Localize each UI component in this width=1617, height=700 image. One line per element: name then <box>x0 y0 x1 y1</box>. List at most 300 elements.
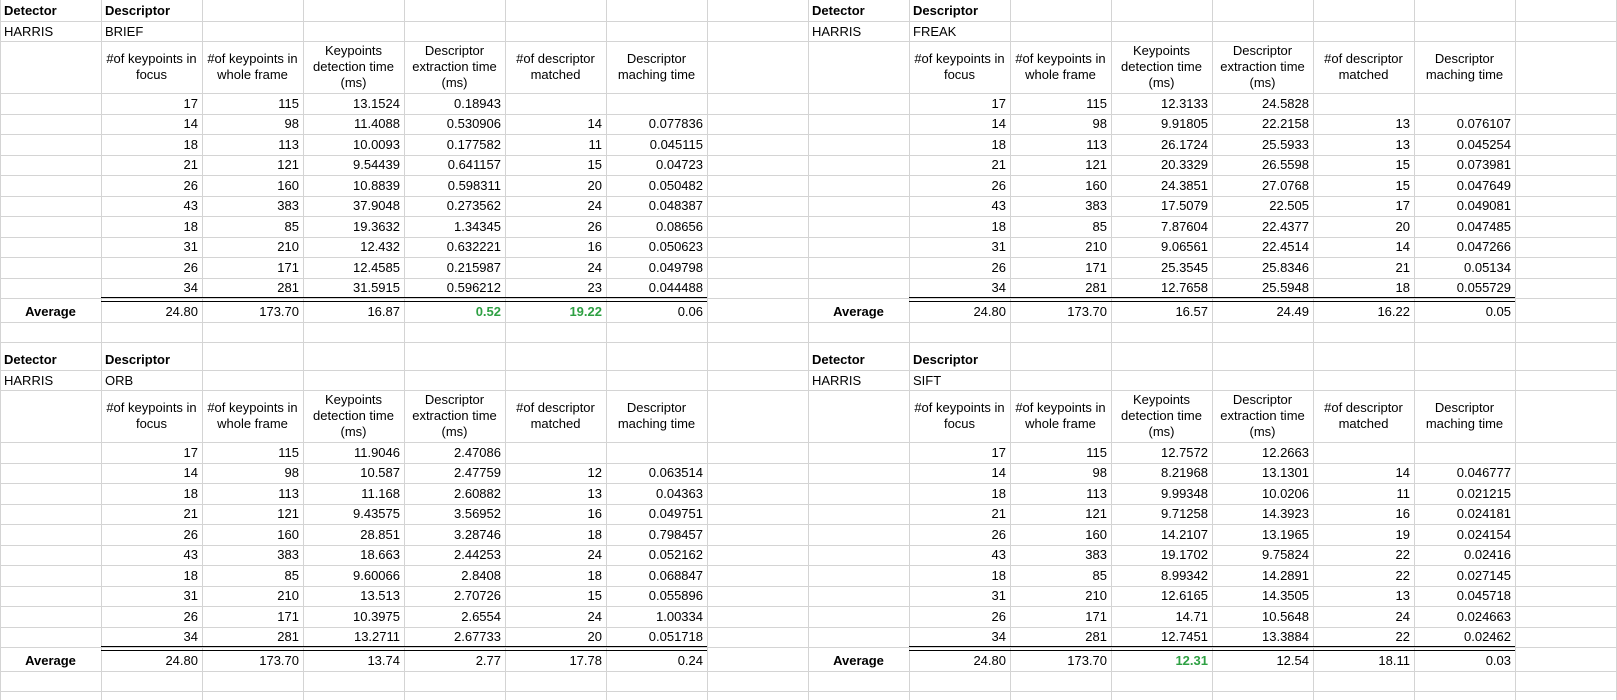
column-header[interactable]: Descriptor maching time <box>1425 51 1504 82</box>
data-cell[interactable]: 0.632221 <box>446 239 501 255</box>
data-cell[interactable]: 18 <box>587 567 602 583</box>
data-cell[interactable]: 17 <box>183 444 198 460</box>
data-cell[interactable]: 383 <box>1085 198 1107 214</box>
data-cell[interactable]: 34 <box>183 629 198 645</box>
data-cell[interactable]: 0.068847 <box>648 567 703 583</box>
average-cell[interactable]: 16.22 <box>1377 303 1410 319</box>
data-cell[interactable]: 26 <box>991 259 1006 275</box>
data-cell[interactable]: 24 <box>587 198 602 214</box>
data-cell[interactable]: 121 <box>1085 157 1107 173</box>
data-cell[interactable]: 0.045718 <box>1456 588 1511 604</box>
data-cell[interactable]: 26 <box>183 608 198 624</box>
data-cell[interactable]: 12.7658 <box>1161 280 1208 296</box>
data-cell[interactable]: 3.56952 <box>454 506 501 522</box>
data-cell[interactable]: 0.04363 <box>656 485 703 501</box>
column-header[interactable]: Descriptor maching time <box>617 400 696 431</box>
data-cell[interactable]: 15 <box>1395 157 1410 173</box>
column-header[interactable]: Descriptor extraction time (ms) <box>412 392 497 439</box>
data-cell[interactable]: 0.051718 <box>648 629 703 645</box>
data-cell[interactable]: 0.798457 <box>648 526 703 542</box>
data-cell[interactable]: 19 <box>1395 526 1410 542</box>
average-label: Average <box>25 652 76 668</box>
data-cell[interactable]: 31.5915 <box>353 280 400 296</box>
data-cell[interactable]: 115 <box>1086 444 1107 460</box>
data-cell[interactable]: 9.54439 <box>353 157 400 173</box>
average-cell[interactable]: 0.24 <box>677 652 703 668</box>
data-cell[interactable]: 98 <box>284 465 299 481</box>
data-cell[interactable]: 24 <box>1395 608 1410 624</box>
data-cell[interactable]: 15 <box>587 157 602 173</box>
data-cell[interactable]: 0.215987 <box>446 259 501 275</box>
data-cell[interactable]: 18 <box>183 485 198 501</box>
data-cell[interactable]: 7.87604 <box>1161 218 1208 234</box>
grid-line-horizontal <box>808 342 1616 343</box>
data-cell[interactable]: 171 <box>277 259 299 275</box>
data-cell[interactable]: 18 <box>587 526 602 542</box>
detector-name[interactable]: HARRIS <box>812 23 862 39</box>
data-cell[interactable]: 18 <box>183 567 198 583</box>
data-cell[interactable]: 14 <box>183 116 198 132</box>
data-cell[interactable]: 31 <box>183 588 198 604</box>
data-cell[interactable]: 43 <box>183 547 198 563</box>
column-header[interactable]: #of keypoints in whole frame <box>207 400 298 431</box>
data-cell[interactable]: 18 <box>183 136 198 152</box>
data-cell[interactable]: 26.1724 <box>1161 136 1208 152</box>
column-header[interactable]: #of keypoints in focus <box>914 400 1005 431</box>
data-cell[interactable]: 13 <box>1395 136 1410 152</box>
data-cell[interactable]: 210 <box>1085 239 1107 255</box>
data-cell[interactable]: 0.045115 <box>649 136 703 152</box>
data-cell[interactable]: 26 <box>183 526 198 542</box>
data-cell[interactable]: 0.044488 <box>648 280 703 296</box>
data-cell[interactable]: 18 <box>991 567 1006 583</box>
data-cell[interactable]: 11.9046 <box>353 444 400 460</box>
data-cell[interactable]: 13.3884 <box>1262 629 1309 645</box>
data-cell[interactable]: 26.5598 <box>1262 157 1309 173</box>
data-cell[interactable]: 14.2891 <box>1262 567 1309 583</box>
data-cell[interactable]: 16 <box>587 506 602 522</box>
data-cell[interactable] <box>505 93 606 114</box>
data-cell[interactable]: 20.3329 <box>1161 157 1208 173</box>
data-cell[interactable]: 0.273562 <box>446 198 501 214</box>
data-cell[interactable]: 2.60882 <box>454 485 501 501</box>
average-cell[interactable]: 24.80 <box>973 303 1006 319</box>
data-cell[interactable]: 14 <box>1395 465 1410 481</box>
data-cell[interactable]: 85 <box>284 567 299 583</box>
column-header[interactable]: #of keypoints in focus <box>106 400 197 431</box>
data-cell[interactable]: 18 <box>183 218 198 234</box>
column-header[interactable]: #of keypoints in whole frame <box>1015 51 1106 82</box>
data-cell[interactable]: 0.047485 <box>1456 218 1511 234</box>
column-header[interactable]: Descriptor maching time <box>1425 400 1504 431</box>
data-cell[interactable]: 160 <box>277 177 299 193</box>
data-cell[interactable]: 2.44253 <box>454 547 501 563</box>
data-cell[interactable]: 19.3632 <box>353 218 400 234</box>
data-cell[interactable]: 24 <box>587 547 602 563</box>
data-cell[interactable]: 2.47759 <box>454 465 501 481</box>
data-cell[interactable]: 210 <box>277 588 299 604</box>
average-cell[interactable]: 0.05 <box>1485 303 1511 319</box>
data-cell[interactable]: 13.513 <box>360 588 400 604</box>
data-cell[interactable]: 281 <box>1085 280 1107 296</box>
data-cell[interactable]: 171 <box>277 608 299 624</box>
data-cell[interactable]: 37.9048 <box>353 198 400 214</box>
data-cell[interactable]: 21 <box>1395 259 1410 275</box>
data-cell[interactable]: 281 <box>277 280 299 296</box>
average-cell[interactable]: 24.80 <box>165 303 198 319</box>
data-cell[interactable]: 26 <box>991 526 1006 542</box>
data-cell[interactable]: 12 <box>587 465 602 481</box>
average-cell[interactable]: 173.70 <box>1067 652 1107 668</box>
data-cell[interactable]: 113 <box>278 485 299 501</box>
data-cell[interactable]: 0.08656 <box>656 218 703 234</box>
data-cell[interactable]: 9.60066 <box>353 567 400 583</box>
data-cell[interactable]: 1.00334 <box>656 608 703 624</box>
data-cell[interactable]: 20 <box>587 629 602 645</box>
data-cell[interactable]: 9.43575 <box>353 506 400 522</box>
data-cell[interactable]: 21 <box>183 506 198 522</box>
data-cell[interactable]: 28.851 <box>360 526 400 542</box>
data-cell[interactable]: 0.046777 <box>1456 465 1511 481</box>
detector-name[interactable]: HARRIS <box>812 372 862 388</box>
data-cell[interactable]: 31 <box>991 239 1006 255</box>
data-cell[interactable]: 0.05134 <box>1464 259 1511 275</box>
data-cell[interactable]: 26 <box>991 608 1006 624</box>
data-cell[interactable]: 43 <box>183 198 198 214</box>
data-cell[interactable]: 26 <box>183 259 198 275</box>
data-cell[interactable]: 85 <box>1092 567 1107 583</box>
descriptor-name[interactable]: ORB <box>105 372 134 388</box>
data-cell[interactable]: 8.99342 <box>1161 567 1208 583</box>
data-cell[interactable]: 31 <box>991 588 1006 604</box>
data-cell[interactable]: 3.28746 <box>454 526 501 542</box>
average-cell[interactable]: 0.03 <box>1485 652 1511 668</box>
data-cell[interactable]: 19.1702 <box>1161 547 1208 563</box>
data-cell[interactable]: 98 <box>284 116 299 132</box>
data-cell[interactable]: 26 <box>587 218 602 234</box>
data-cell[interactable]: 11.4088 <box>353 116 400 132</box>
data-cell[interactable]: 121 <box>1085 506 1107 522</box>
data-cell[interactable]: 21 <box>183 157 198 173</box>
data-cell[interactable]: 9.91805 <box>1161 116 1208 132</box>
data-cell[interactable]: 14.3505 <box>1262 588 1309 604</box>
average-cell[interactable]: 17.78 <box>569 652 602 668</box>
data-cell[interactable]: 0.073981 <box>1456 157 1511 173</box>
column-header[interactable]: Descriptor extraction time (ms) <box>1220 392 1305 439</box>
data-cell[interactable]: 171 <box>1085 259 1107 275</box>
data-cell[interactable]: 10.587 <box>360 465 400 481</box>
data-cell[interactable]: 17 <box>1395 198 1410 214</box>
average-cell[interactable]: 2.77 <box>475 652 501 668</box>
average-cell[interactable]: 173.70 <box>1067 303 1107 319</box>
data-cell[interactable]: 11 <box>1396 485 1410 501</box>
data-cell[interactable]: 160 <box>1085 526 1107 542</box>
data-cell[interactable]: 281 <box>277 629 299 645</box>
data-cell[interactable]: 22.505 <box>1269 198 1309 214</box>
data-cell[interactable] <box>1313 442 1414 463</box>
data-cell[interactable]: 0.049081 <box>1456 198 1511 214</box>
data-cell[interactable]: 16 <box>587 239 602 255</box>
data-cell[interactable]: 23 <box>587 280 602 296</box>
data-cell[interactable]: 12.432 <box>360 239 400 255</box>
data-cell[interactable]: 9.06561 <box>1161 239 1208 255</box>
data-cell[interactable]: 0.045254 <box>1456 136 1511 152</box>
data-cell[interactable]: 113 <box>1086 136 1107 152</box>
data-cell[interactable] <box>505 442 606 463</box>
data-cell[interactable]: 98 <box>1092 465 1107 481</box>
data-cell[interactable]: 12.3133 <box>1161 95 1208 111</box>
data-cell[interactable]: 14 <box>991 465 1006 481</box>
detector-name[interactable]: HARRIS <box>4 23 54 39</box>
column-header[interactable]: #of keypoints in focus <box>914 51 1005 82</box>
data-cell[interactable]: 14 <box>991 116 1006 132</box>
data-cell[interactable] <box>1414 442 1515 463</box>
data-cell[interactable]: 0.047266 <box>1456 239 1511 255</box>
data-cell[interactable]: 0.048387 <box>648 198 703 214</box>
data-cell[interactable]: 210 <box>1085 588 1107 604</box>
data-cell[interactable]: 383 <box>277 547 299 563</box>
data-cell[interactable]: 2.8408 <box>461 567 501 583</box>
data-cell[interactable]: 43 <box>991 547 1006 563</box>
data-cell[interactable]: 14 <box>587 116 602 132</box>
data-cell[interactable]: 0.530906 <box>446 116 501 132</box>
data-cell[interactable]: 17 <box>991 444 1006 460</box>
data-cell[interactable]: 12.6165 <box>1161 588 1208 604</box>
data-cell[interactable]: 26 <box>991 177 1006 193</box>
data-cell[interactable]: 17 <box>183 95 198 111</box>
data-cell[interactable]: 12.4585 <box>353 259 400 275</box>
data-cell[interactable]: 22 <box>1395 547 1410 563</box>
data-cell[interactable]: 0.024181 <box>1456 506 1511 522</box>
data-cell[interactable]: 85 <box>1092 218 1107 234</box>
data-cell[interactable]: 171 <box>1085 608 1107 624</box>
average-cell[interactable]: 18.11 <box>1378 652 1410 668</box>
data-cell[interactable]: 98 <box>1092 116 1107 132</box>
data-cell[interactable]: 24 <box>587 259 602 275</box>
data-cell[interactable]: 22 <box>1395 629 1410 645</box>
column-header[interactable]: Keypoints detection time (ms) <box>1121 43 1202 90</box>
data-cell[interactable]: 0.18943 <box>454 95 501 111</box>
average-cell[interactable]: 19.22 <box>569 303 602 319</box>
data-cell[interactable]: 9.75824 <box>1262 547 1309 563</box>
data-cell[interactable]: 9.71258 <box>1161 506 1208 522</box>
descriptor-header: Descriptor <box>913 3 979 18</box>
data-cell[interactable]: 11.168 <box>361 485 400 501</box>
column-header[interactable]: #of keypoints in whole frame <box>1015 400 1106 431</box>
data-cell[interactable]: 1.34345 <box>454 218 501 234</box>
data-cell[interactable]: 0.055729 <box>1456 280 1511 296</box>
data-cell[interactable]: 10.8839 <box>353 177 400 193</box>
data-cell[interactable]: 27.0768 <box>1262 177 1309 193</box>
data-cell[interactable]: 20 <box>587 177 602 193</box>
data-cell[interactable]: 12.7451 <box>1161 629 1208 645</box>
data-cell[interactable]: 0.076107 <box>1456 116 1511 132</box>
average-cell[interactable]: 13.74 <box>367 652 400 668</box>
data-cell[interactable]: 18 <box>991 136 1006 152</box>
column-header[interactable]: #of descriptor matched <box>516 400 595 431</box>
data-cell[interactable]: 21 <box>991 157 1006 173</box>
column-header[interactable]: Keypoints detection time (ms) <box>313 43 394 90</box>
data-cell[interactable]: 0.177582 <box>446 136 501 152</box>
data-cell[interactable]: 0.641157 <box>447 157 501 173</box>
data-cell[interactable]: 18 <box>1395 280 1410 296</box>
data-cell[interactable]: 22 <box>1395 567 1410 583</box>
data-cell[interactable]: 113 <box>1086 485 1107 501</box>
average-cell[interactable]: 173.70 <box>259 303 299 319</box>
data-cell[interactable]: 0.598311 <box>447 177 501 193</box>
column-header[interactable]: #of descriptor matched <box>1324 400 1403 431</box>
data-cell[interactable]: 22.4377 <box>1262 218 1309 234</box>
data-cell[interactable]: 13.1301 <box>1262 465 1309 481</box>
data-cell[interactable]: 17.5079 <box>1161 198 1208 214</box>
average-cell[interactable]: 16.57 <box>1175 303 1208 319</box>
column-header[interactable]: Descriptor extraction time (ms) <box>412 43 497 90</box>
column-header[interactable]: #of descriptor matched <box>516 51 595 82</box>
data-cell[interactable]: 21 <box>991 506 1006 522</box>
data-cell[interactable]: 281 <box>1085 629 1107 645</box>
average-cell[interactable]: 24.80 <box>165 652 198 668</box>
data-cell[interactable]: 10.0093 <box>353 136 400 152</box>
data-cell[interactable]: 14 <box>183 465 198 481</box>
data-cell[interactable]: 121 <box>277 506 299 522</box>
average-cell[interactable]: 0.52 <box>475 303 501 319</box>
average-cell[interactable]: 0.06 <box>677 303 703 319</box>
data-cell[interactable]: 25.3545 <box>1161 259 1208 275</box>
average-cell[interactable]: 12.31 <box>1175 652 1208 668</box>
data-cell[interactable]: 0.049751 <box>648 506 703 522</box>
column-header[interactable]: #of keypoints in focus <box>106 51 197 82</box>
data-cell[interactable]: 0.04723 <box>656 157 703 173</box>
data-cell[interactable]: 34 <box>991 629 1006 645</box>
column-header[interactable]: #of keypoints in whole frame <box>207 51 298 82</box>
data-cell[interactable]: 0.055896 <box>648 588 703 604</box>
data-cell[interactable]: 25.8346 <box>1262 259 1309 275</box>
column-header[interactable]: Keypoints detection time (ms) <box>1121 392 1202 439</box>
data-cell[interactable]: 115 <box>278 95 299 111</box>
data-cell[interactable] <box>606 93 707 114</box>
data-cell[interactable]: 24.5828 <box>1262 95 1309 111</box>
data-cell[interactable]: 0.02416 <box>1464 547 1511 563</box>
data-cell[interactable]: 18.663 <box>360 547 400 563</box>
data-cell[interactable]: 34 <box>183 280 198 296</box>
average-cell[interactable]: 24.49 <box>1276 303 1309 319</box>
data-cell[interactable]: 0.047649 <box>1456 177 1511 193</box>
data-cell[interactable]: 0.050482 <box>648 177 703 193</box>
data-cell[interactable]: 31 <box>183 239 198 255</box>
data-cell[interactable]: 0.049798 <box>648 259 703 275</box>
data-cell[interactable]: 26 <box>183 177 198 193</box>
descriptor-name[interactable]: SIFT <box>913 372 942 388</box>
data-cell[interactable]: 0.063514 <box>648 465 703 481</box>
data-cell[interactable]: 210 <box>277 239 299 255</box>
data-cell[interactable]: 25.5948 <box>1262 280 1309 296</box>
data-cell[interactable]: 14.3923 <box>1262 506 1309 522</box>
data-cell[interactable]: 12.7572 <box>1161 444 1208 460</box>
column-header[interactable]: Keypoints detection time (ms) <box>313 392 394 439</box>
average-cell[interactable]: 12.54 <box>1276 652 1309 668</box>
data-cell[interactable]: 2.6554 <box>461 608 501 624</box>
data-cell[interactable] <box>1414 93 1515 114</box>
data-cell[interactable]: 0.050623 <box>648 239 703 255</box>
data-cell[interactable]: 113 <box>278 136 299 152</box>
descriptor-name[interactable]: BRIEF <box>105 23 144 39</box>
data-cell[interactable]: 8.21968 <box>1161 465 1208 481</box>
data-cell[interactable]: 34 <box>991 280 1006 296</box>
data-cell[interactable]: 383 <box>277 198 299 214</box>
detector-name[interactable]: HARRIS <box>4 372 54 388</box>
data-cell[interactable]: 9.99348 <box>1161 485 1208 501</box>
data-cell[interactable] <box>606 442 707 463</box>
data-cell[interactable]: 25.5933 <box>1262 136 1309 152</box>
data-cell[interactable]: 10.5648 <box>1262 608 1309 624</box>
data-cell[interactable]: 10.0206 <box>1262 485 1309 501</box>
data-cell[interactable]: 16 <box>1395 506 1410 522</box>
data-cell[interactable]: 13.1524 <box>353 95 400 111</box>
column-header[interactable]: Descriptor maching time <box>617 51 696 82</box>
data-cell[interactable]: 13 <box>587 485 602 501</box>
descriptor-name[interactable]: FREAK <box>913 23 957 39</box>
data-cell[interactable]: 22.4514 <box>1262 239 1309 255</box>
detector-header: Detector <box>4 3 57 18</box>
data-cell[interactable]: 13.1965 <box>1262 526 1309 542</box>
average-cell[interactable]: 173.70 <box>259 652 299 668</box>
data-cell[interactable]: 0.02462 <box>1464 629 1511 645</box>
data-cell[interactable]: 13 <box>1395 588 1410 604</box>
data-cell[interactable]: 115 <box>1086 95 1107 111</box>
data-cell[interactable]: 0.052162 <box>648 547 703 563</box>
data-cell[interactable]: 14.71 <box>1175 608 1208 624</box>
data-cell[interactable]: 14 <box>1395 239 1410 255</box>
data-cell[interactable]: 22.2158 <box>1262 116 1309 132</box>
data-cell[interactable]: 43 <box>991 198 1006 214</box>
data-cell[interactable]: 383 <box>1085 547 1107 563</box>
column-header[interactable]: #of descriptor matched <box>1324 51 1403 82</box>
data-cell[interactable]: 160 <box>1085 177 1107 193</box>
data-cell[interactable]: 15 <box>587 588 602 604</box>
data-cell[interactable]: 115 <box>278 444 299 460</box>
average-cell[interactable]: 24.80 <box>973 652 1006 668</box>
data-cell[interactable]: 121 <box>277 157 299 173</box>
data-cell[interactable]: 0.077836 <box>648 116 703 132</box>
data-cell[interactable]: 85 <box>284 218 299 234</box>
data-cell[interactable]: 0.024663 <box>1456 608 1511 624</box>
data-cell[interactable]: 11 <box>588 136 602 152</box>
data-cell[interactable]: 0.596212 <box>446 280 501 296</box>
data-cell[interactable]: 160 <box>277 526 299 542</box>
data-cell[interactable]: 10.3975 <box>353 608 400 624</box>
data-cell[interactable]: 12.2663 <box>1262 444 1309 460</box>
data-cell[interactable]: 24.3851 <box>1161 177 1208 193</box>
data-cell[interactable]: 13.2711 <box>353 629 400 645</box>
data-cell[interactable]: 0.024154 <box>1456 526 1511 542</box>
column-header[interactable]: Descriptor extraction time (ms) <box>1220 43 1305 90</box>
average-cell[interactable]: 16.87 <box>367 303 400 319</box>
data-cell[interactable]: 13 <box>1395 116 1410 132</box>
data-cell[interactable]: 18 <box>991 218 1006 234</box>
data-cell[interactable]: 18 <box>991 485 1006 501</box>
data-cell[interactable]: 24 <box>587 608 602 624</box>
data-cell[interactable]: 2.70726 <box>454 588 501 604</box>
data-cell[interactable]: 2.47086 <box>454 444 501 460</box>
data-cell[interactable]: 0.027145 <box>1456 567 1511 583</box>
data-cell[interactable]: 15 <box>1395 177 1410 193</box>
data-cell[interactable] <box>1313 93 1414 114</box>
data-cell[interactable]: 20 <box>1395 218 1410 234</box>
data-cell[interactable]: 17 <box>991 95 1006 111</box>
data-cell[interactable]: 14.2107 <box>1161 526 1208 542</box>
data-cell[interactable]: 0.021215 <box>1456 485 1511 501</box>
data-cell[interactable]: 2.67733 <box>454 629 501 645</box>
